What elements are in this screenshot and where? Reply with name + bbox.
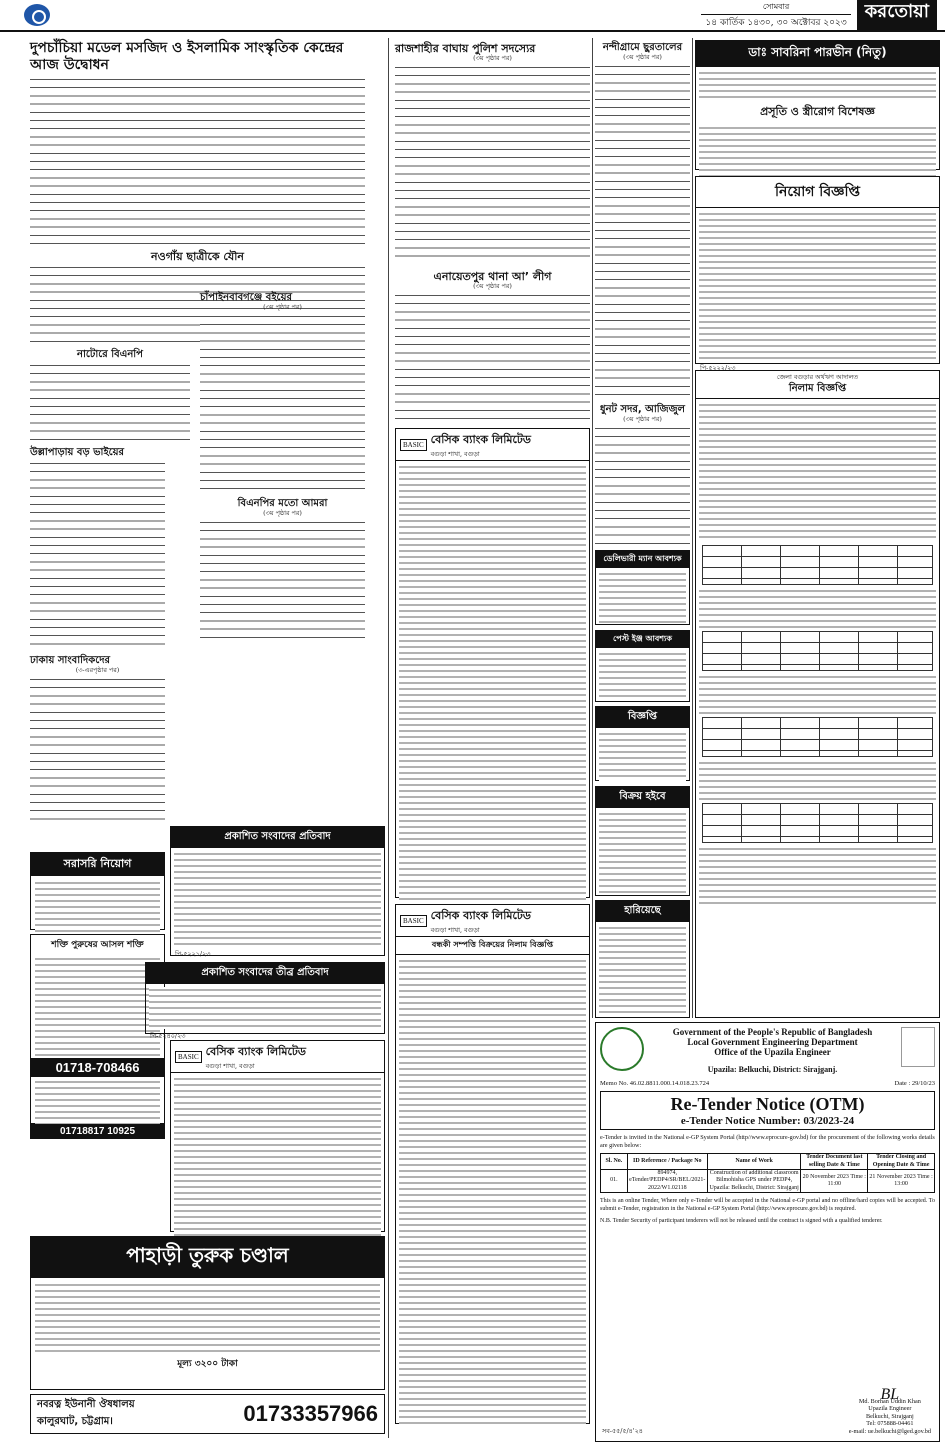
signature-mark: BL — [880, 1385, 900, 1403]
tender-th-closing: Tender Closing and Opening Date & Time — [868, 1154, 935, 1170]
pahari-company: নবরত্ন ইউনানী ঔষধালয় — [37, 1399, 135, 1410]
protest-2-ref: পি-৫২৪০/২৩ — [150, 1032, 186, 1040]
pahari-price: মূল্য ৩২০০ টাকা — [177, 1359, 238, 1369]
pahari-body — [35, 1282, 380, 1352]
pahari-ad — [30, 1236, 385, 1390]
basic-bank-logo-3: BASIC — [400, 915, 427, 927]
court-body-mid-2 — [699, 674, 936, 714]
tender-signature-block — [848, 1385, 931, 1435]
naogaon-headline: নওগাঁয় ছাত্রীকে যৌন — [151, 250, 244, 263]
job-circular-body — [699, 211, 936, 361]
court-body-top — [699, 402, 936, 542]
basic-bank-logo-2: BASIC — [400, 439, 427, 451]
brand-logo: করতোয়া — [857, 0, 937, 30]
job-circular-title: নিয়োগ বিজ্ঞপ্তি — [696, 177, 939, 208]
job-circular-ad — [695, 176, 940, 372]
delivery-man-ad — [595, 550, 690, 625]
court-body-bottom — [699, 846, 936, 906]
herbal-phone-2[interactable]: 01718817 10925 — [30, 1124, 165, 1139]
enayetpur-article-body — [395, 292, 590, 422]
pest-title: পেস্ট ইঞ্জ আবশ্যক — [596, 631, 689, 648]
lged-logo-icon — [600, 1027, 644, 1071]
rajshahi-ref: (৩য় পৃষ্ঠার পর) — [473, 54, 512, 62]
basic-bank-ad-1 — [395, 428, 590, 898]
tender-title: Re-Tender Notice (OTM) — [670, 1094, 865, 1114]
tender-cell-closing: 21 November 2023 Time : 13:00 — [868, 1170, 935, 1193]
doctor-name: ডাঃ সাবরিনা পারভীন (নিতু) — [696, 41, 939, 67]
masthead-date: ১৪ কার্তিক ১৪৩০, ৩০ অক্টোবর ২০২৩ — [701, 14, 850, 30]
tender-subtitle: e-Tender Notice Number: 03/2023-24 — [680, 1115, 855, 1127]
column-divider — [692, 38, 693, 1018]
signer-email[interactable]: e-mail: ue.belkuchi@lged.gov.bd — [848, 1427, 931, 1435]
bnp-headline: বিএনপির মতো আমরা — [237, 498, 328, 509]
tender-cell-work: Construction of additional classroom Bilmohisha GPS under PEDP4, Upazila: Belkuchi, District: Sirajganj — [707, 1170, 801, 1193]
bnp-article-body — [200, 519, 365, 639]
enayetpur-ref: (৩য় পৃষ্ঠার পর) — [473, 282, 512, 290]
direct-job-ad — [30, 852, 165, 930]
ullapara-article-body — [30, 460, 165, 650]
protest-1-body — [174, 851, 381, 947]
court-title: নিলাম বিজ্ঞপ্তি — [696, 381, 939, 399]
doctor-specialty: প্রসূতি ও স্ত্রীরোগ বিশেষজ্ঞ — [760, 105, 875, 118]
tender-cell-selling: 20 November 2023 Time : 11:00 — [801, 1170, 868, 1193]
protest-1-title: প্রকাশিত সংবাদের প্রতিবাদ — [171, 827, 384, 848]
herbal-phone-1[interactable]: 01718-708466 — [31, 1058, 164, 1077]
direct-job-title: সরাসরি নিয়োগ — [31, 853, 164, 876]
masthead — [0, 0, 945, 32]
tender-intro: e-Tender is invited in the National e-GP System Portal (http//www.eprocure-gov.bd) for the procurement of the following works details are given below: — [600, 1134, 935, 1149]
basic-bank-2-body — [399, 958, 586, 1428]
protest-ad-2 — [145, 962, 385, 1040]
dhaka-headline: ঢাকায় সাংবাদিকদের — [30, 655, 110, 666]
lost-body — [599, 925, 686, 1017]
protest-1-ref: পি-৫২২১/২৩ — [175, 950, 211, 958]
herbal-ad-body — [35, 956, 160, 1056]
pahari-phone[interactable]: 01733357966 — [243, 1401, 378, 1426]
dhaka-article-body — [30, 676, 165, 826]
court-header: জেলা বগুড়ার অর্থঋণ আদালত — [776, 373, 859, 381]
newspaper-logo-icon — [24, 4, 50, 26]
tender-cell-id: 894974, eTender/PEDP4/SR/BEL/2021-2022/W1.02118 — [629, 1170, 706, 1191]
protest-2-title: প্রকাশিত সংবাদের তীব্র প্রতিবাদ — [146, 963, 384, 984]
tender-cell-sl: 01. — [601, 1170, 628, 1193]
bnp-ref: (৩য় পৃষ্ঠার পর) — [263, 509, 302, 517]
schedule-table-2 — [702, 631, 933, 671]
delivery-man-title: ডেলিভারী ম্যান আবশ্যক — [596, 551, 689, 568]
gov-line-2: Local Government Engineering Department — [687, 1037, 858, 1047]
nandigram-ref: (৩য় পৃষ্ঠার পর) — [623, 53, 662, 61]
pahari-footer — [30, 1394, 385, 1434]
portrait-image — [901, 1027, 935, 1067]
enayetpur-headline: এনায়েতপুর থানা আ’ লীগ — [433, 270, 552, 283]
tender-th-sl: Sl. No. — [601, 1154, 628, 1170]
pest-body — [599, 651, 686, 701]
basic-bank-ad-2 — [395, 904, 590, 1424]
tender-nb: N.B. Tender Security of participant tenderers will not be released until the contract is signed with a qualified tenderer. — [600, 1218, 883, 1225]
pest-ad — [595, 630, 690, 702]
sale-ad — [595, 786, 690, 896]
basic-bank-name-3: বেসিক ব্যাংক লিমিটেড — [430, 909, 532, 922]
sale-title: বিক্রয় হইবে — [596, 787, 689, 808]
column-divider — [388, 38, 389, 1438]
basic-bank-1-body — [399, 464, 586, 904]
rajshahi-headline: রাজশাহীর বাঘায় পুলিশ সদস্যের — [395, 42, 536, 55]
tender-notice — [595, 1022, 940, 1442]
basic-bank-name-2: বেসিক ব্যাংক লিমিটেড — [430, 433, 532, 446]
gov-line-3: Office of the Upazila Engineer — [714, 1047, 831, 1057]
mosque-article-body — [30, 76, 365, 246]
doctor-ad — [695, 40, 940, 170]
chapai-article-body — [200, 313, 365, 493]
signer-name: Md. Borhan Uddin Khan — [858, 1397, 921, 1405]
sale-body — [599, 811, 686, 895]
masthead-info — [701, 2, 937, 30]
basic-bank-ad-left — [170, 1040, 385, 1232]
tender-footer: This is an online Tender, Where only e-Tender will be accepted in the National e-GP portal and no offline/hard copies will be accepted. To submit e-Tender, registration in the National e-GP System Portal (http://www.eprocure.gov.bd) is required. — [600, 1198, 935, 1212]
notice-title: বিজ্ঞপ্তি — [596, 707, 689, 728]
signer-tel: Tel: 075888-04461 — [866, 1420, 914, 1428]
basic-bank-left-body — [174, 1076, 381, 1236]
protest-ad-1 — [170, 826, 385, 956]
dhunat-ref: (৩য় পৃষ্ঠার পর) — [623, 415, 662, 423]
memo-number: Memo No. 46.02.8811.000.14.018.23.724 — [600, 1080, 710, 1087]
column-divider — [592, 38, 593, 1018]
court-body-mid-3 — [699, 760, 936, 800]
basic-bank-logo: BASIC — [175, 1051, 202, 1063]
nandigram-article-body — [595, 63, 690, 398]
doctor-qualifications — [699, 70, 936, 100]
protest-2-body — [149, 987, 381, 1029]
nandigram-headline: নন্দীগ্রামে ছুরতালের — [602, 42, 683, 53]
basic-bank-name: বেসিক ব্যাংক লিমিটেড — [205, 1045, 307, 1058]
job-circular-ref: পি-৫২২২/২৩ — [700, 364, 736, 372]
notice-body — [599, 731, 686, 781]
herbal-ad-body-2 — [35, 1079, 160, 1125]
signer-office: Belkuchi, Sirajganj — [865, 1412, 914, 1420]
schedule-table-4 — [702, 803, 933, 843]
direct-job-body — [35, 880, 160, 936]
schedule-table-1 — [702, 545, 933, 585]
basic-bank-branch-3: বগুড়া শাখা, বগুড়া — [430, 926, 480, 934]
signer-title: Upazila Engineer — [868, 1405, 912, 1413]
table-row — [601, 1170, 935, 1193]
memo-date: Date : 29/10/23 — [894, 1080, 935, 1087]
dhaka-ref: (৩-এরপৃষ্ঠার পর) — [75, 666, 120, 674]
gov-line-4: Upazila: Belkuchi, District: Sirajganj. — [707, 1065, 838, 1074]
rajshahi-article-body — [395, 64, 590, 264]
doctor-chamber-info — [699, 125, 936, 179]
ullapara-headline: উল্লাপাড়ায় বড় ভাইয়ের — [30, 447, 125, 458]
tender-th-work: Name of Work — [707, 1154, 801, 1170]
delivery-man-body — [599, 571, 686, 623]
tender-th-selling: Tender Document last selling Date & Time — [801, 1154, 868, 1170]
gov-line-1: Government of the People's Republic of Bangladesh — [672, 1027, 873, 1037]
schedule-table-3 — [702, 717, 933, 757]
basic-bank-branch-2: বগুড়া শাখা, বগুড়া — [430, 450, 480, 458]
pahari-title: পাহাড়ী তুরুক চণ্ডাল — [31, 1237, 384, 1278]
lost-ad — [595, 900, 690, 1018]
dhunat-article-body — [595, 425, 690, 545]
basic-bank-branch: বগুড়া শাখা, বগুড়া — [205, 1062, 255, 1070]
mosque-headline: দুপচাঁচিয়া মডেল মসজিদ ও ইসলামিক সাংস্কৃতিক কেন্দ্রের আজ উদ্বোধন — [30, 40, 344, 73]
chapai-ref: (৩য় পৃষ্ঠার পর) — [263, 303, 302, 311]
natore-article-body — [30, 362, 190, 442]
chapai-headline: চাঁপাইনবাবগঞ্জে বইয়ের — [200, 292, 292, 303]
pahari-address: কালুরঘাট, চট্টগ্রাম। — [37, 1416, 113, 1427]
tender-table — [600, 1153, 935, 1193]
auction-notice-title: বন্ধকী সম্পত্তি বিক্রয়ের নিলাম বিজ্ঞপ্তি — [396, 937, 589, 955]
tender-ref: সব-৫৫/৫/৪'২৪ — [602, 1426, 643, 1435]
lost-title: হারিয়েছে — [596, 901, 689, 922]
court-body-mid-1 — [699, 588, 936, 628]
court-auction-ad — [695, 370, 940, 1018]
notice-ad — [595, 706, 690, 781]
dhunat-headline: ধুনট সদর, আজিজুল — [599, 404, 685, 415]
masthead-day: সোমবার — [762, 2, 790, 11]
natore-headline: নাটোরে বিএনপি — [77, 349, 143, 360]
herbal-tagline: শক্তি পুরুষের আসল শক্তি — [51, 940, 144, 950]
tender-th-id: ID Reference / Package No — [627, 1154, 707, 1170]
